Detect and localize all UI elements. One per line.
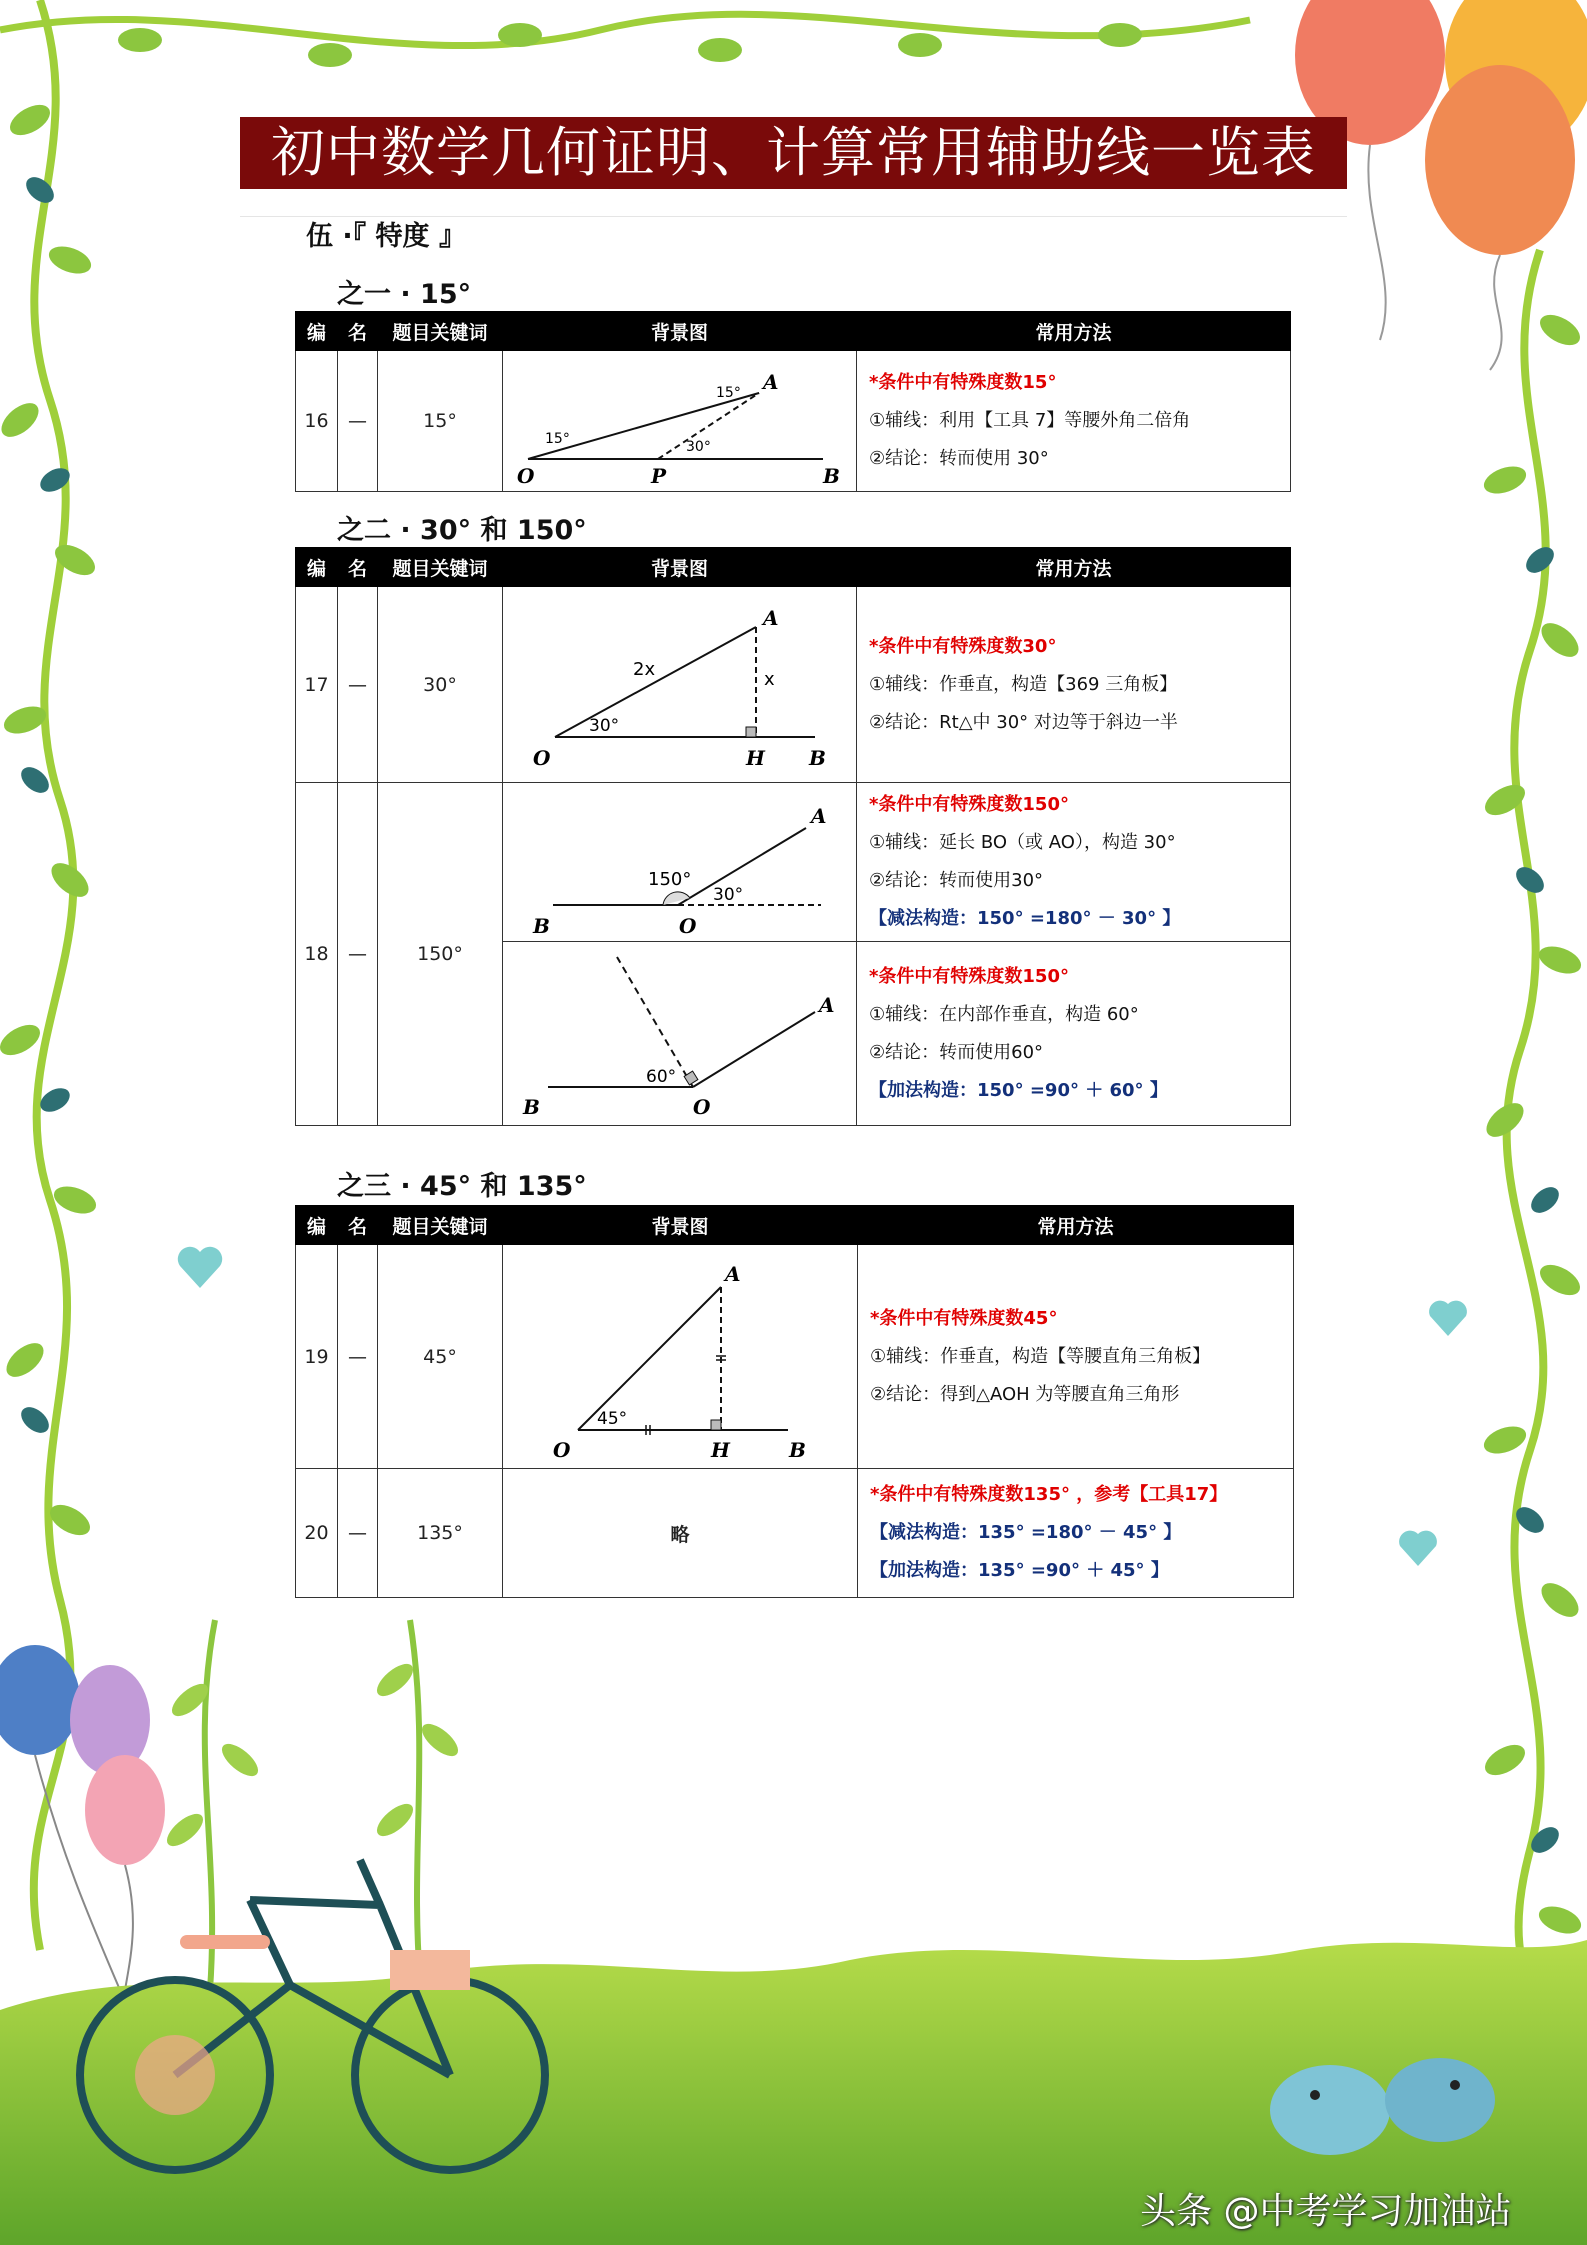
method-note-subtraction: 【减法构造：135° =180° － 45° 】 [870,1522,1182,1543]
method-note: 【减法构造：150° =180° － 30° 】 [869,908,1181,929]
method-cell [857,942,1291,1126]
method-conclusion: ②结论：转而使用30° [869,870,1044,891]
label-A: A [763,606,779,630]
header-num: 编 [296,312,338,351]
method-cell [857,587,1291,783]
label-A: A [811,804,827,828]
bicycle-seat [180,1935,270,1949]
angle-label-o: 15° [545,431,570,447]
method-aux-line: ①辅线：作垂直，构造【369 三角板】 [869,673,1178,695]
angle-label-a: 15° [716,385,741,401]
subsection-heading-45-135: 之三 · 45° 和 135° [337,1171,587,1202]
row-number: 19 [296,1245,338,1469]
row-name: — [338,351,378,492]
method-aux-line: ①辅线：利用【工具 7】等腰外角二倍角 [869,410,1191,431]
watermark: 头条 @中考学习加油站 [1140,2191,1512,2232]
table-row [296,587,1291,783]
table-row [296,1469,1294,1598]
row-keyword: 30° [378,587,503,783]
header-keyword: 题目关键词 [378,312,503,351]
row-name: — [338,1469,378,1598]
figure-150-degree-subtraction [503,783,857,941]
row-keyword: 150° [378,783,503,1126]
bicycle-hub [135,2035,215,2115]
table-row [296,351,1291,492]
label-O: O [517,464,535,488]
label-O: O [679,914,697,938]
right-dark-leaves [1511,542,1563,1858]
right-vine [1507,250,1547,2100]
method-aux-line: ①辅线：在内部作垂直，构造 60° [869,1003,1139,1025]
method-note-addition: 【加法构造：135° =90° ＋ 45° 】 [870,1560,1169,1581]
row-number: 17 [296,587,338,783]
header-figure: 背景图 [503,548,857,587]
method-condition: *条件中有特殊度数15° [869,372,1057,393]
row-keyword: 45° [378,1245,503,1469]
method-aux-line: ①辅线：延长 BO（或 AO），构造 30° [869,832,1176,853]
row-number: 16 [296,351,338,492]
label-A: A [763,370,779,394]
header-figure: 背景图 [503,1206,858,1245]
header-num: 编 [296,1206,338,1245]
table-30-150-degree [295,547,1291,1126]
balloons-bottom-left [0,1645,165,1990]
method-condition: *条件中有特殊度数45° [870,1307,1058,1329]
figure-cell [503,1245,858,1469]
table-45-135-degree [295,1205,1294,1598]
method-aux-line: ①辅线：作垂直，构造【等腰直角三角板】 [870,1345,1211,1367]
angle-label-obtuse: 150° [648,869,692,890]
method-conclusion: ②结论：Rt△中 30° 对边等于斜边一半 [869,711,1178,733]
label-O: O [693,1095,711,1119]
figure-30-degree [503,587,857,782]
figure-cell [503,783,857,942]
label-O: O [553,1438,571,1462]
label-P: P [651,464,667,488]
page-title: 初中数学几何证明、计算常用辅助线一览表 [240,117,1347,189]
method-condition: *条件中有特殊度数30° [869,635,1057,657]
figure-cell [503,351,857,492]
label-O: O [533,746,551,770]
row-number: 18 [296,783,338,1126]
header-figure: 背景图 [503,312,857,351]
table-header-row [296,312,1291,351]
header-name: 名 [338,548,378,587]
label-H: H [711,1438,730,1462]
header-keyword: 题目关键词 [378,548,503,587]
label-A: A [819,993,835,1017]
method-cell [858,1245,1294,1469]
row-number: 20 [296,1469,338,1598]
row-keyword: 15° [378,351,503,492]
label-A: A [725,1262,741,1286]
side-label-hypotenuse: 2x [633,659,656,680]
header-method: 常用方法 [858,1206,1294,1245]
method-conclusion: ②结论：转而使用 30° [869,448,1049,469]
method-conclusion: ②结论：转而使用60° [869,1041,1044,1063]
header-method: 常用方法 [857,312,1291,351]
left-leaves [0,99,100,1542]
table-header-row [296,548,1291,587]
row-keyword: 135° [378,1469,503,1598]
header-keyword: 题目关键词 [378,1206,503,1245]
angle-label-acute: 30° [713,885,744,905]
figure-omitted: 略 [503,1469,858,1598]
method-condition: *条件中有特殊度数150° [869,965,1069,987]
header-name: 名 [338,1206,378,1245]
method-cell [857,351,1291,492]
row-name: — [338,587,378,783]
method-conclusion: ②结论：得到△AOH 为等腰直角三角形 [870,1383,1180,1405]
method-cell [858,1469,1294,1598]
figure-cell [503,942,857,1126]
method-condition: *条件中有特殊度数150° [869,794,1069,815]
label-H: H [746,746,765,770]
angle-label: 60° [646,1067,677,1087]
label-B: B [789,1438,806,1462]
top-vine [0,14,1250,45]
table-15-degree [295,311,1291,492]
subsection-heading-30-150: 之二 · 30° 和 150° [337,515,587,546]
table-row [296,783,1291,942]
table-header-row [296,1206,1294,1245]
method-cell [857,783,1291,942]
label-B: B [809,746,826,770]
table-row [296,1245,1294,1469]
label-B: B [823,464,840,488]
label-B: B [523,1095,540,1119]
method-condition: *条件中有特殊度数135° ，参考【工具17】 [870,1484,1228,1505]
label-B: B [533,914,550,938]
angle-label-p: 30° [686,439,711,455]
bicycle-basket [390,1950,470,1990]
angle-label: 45° [597,1409,628,1429]
row-name: — [338,783,378,1126]
header-method: 常用方法 [857,548,1291,587]
angle-label: 30° [589,716,620,736]
figure-45-degree [503,1245,858,1468]
side-label-opposite: x [764,669,775,690]
subsection-heading-15: 之一 · 15° [337,279,472,310]
header-num: 编 [296,548,338,587]
figure-15-degree [503,351,857,491]
method-note: 【加法构造：150° =90° ＋ 60° 】 [869,1079,1168,1101]
row-name: — [338,1245,378,1469]
figure-150-degree-addition [503,942,857,1125]
header-name: 名 [338,312,378,351]
section-heading: 伍 ·『 特度 』 [306,221,466,252]
figure-cell [503,587,857,783]
